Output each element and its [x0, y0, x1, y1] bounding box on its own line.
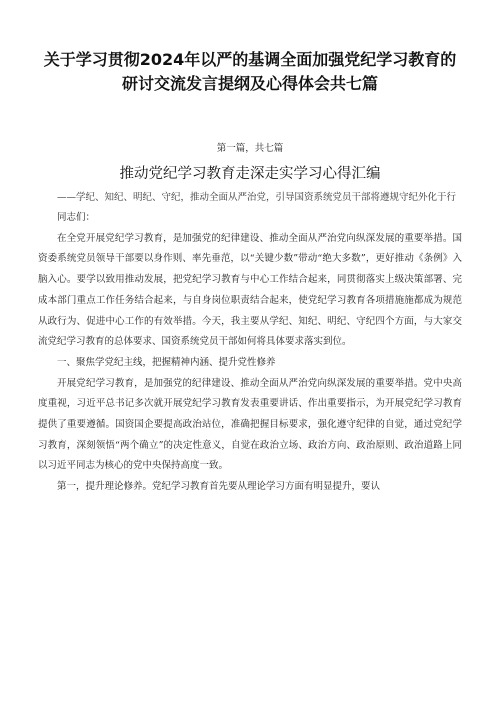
article-body [38, 208, 462, 498]
article-title: 推动党纪学习教育走深走实学习心得汇编 [119, 166, 381, 182]
section-heading: 一、聚焦学党纪主线，把握精神内涵、提升党性修养 [57, 356, 276, 368]
section-label: 第一篇，共七篇 [216, 143, 284, 154]
body-paragraph: 第一，提升理论修养。党纪学习教育首先要从理论学习方面有明显提升，要认 [57, 481, 381, 493]
body-paragraph: 在全党开展党纪学习教育，是加强党的纪律建设、推动全面从严治党向纵深发展的重要举措。国资委系统党员领导干部要以身作则、率先垂范，以“关键少数”带动“绝大多数”，更好推动《条例》入脑入心。要学以致用推动发展，把党纪学习教育与中心工作结合起来，同贯彻落实上级决策部署、完成本部门重点工作任务结合起来，与自身岗位职责结合起来，使党纪学习教育各项措施施都成为规范从政行为、促进中心工作的有效举措。今天，我主要从学纪、知纪、明纪、守纪四个方面，与大家交流党纪学习教育的总体要求、国资系统党员干部如何将具体要求落实到位。 [38, 232, 462, 348]
salutation-paragraph: 同志们： [57, 212, 96, 223]
document-title: 关于学习贯彻2024年以严的基调全面加强党纪学习教育的研讨交流发言提纲及心得体会共七篇 [43, 50, 457, 93]
article-subtitle: ——学纪、知纪、明纪、守纪，推动全面从严治党，引导国资系统党员干部将遵规守纪外化于行 [57, 192, 457, 203]
body-paragraph: 开展党纪学习教育，是加强党的纪律建设、推动全面从严治党向纵深发展的重要举措。党中央高度重视，习近平总书记多次就开展党纪学习教育发表重要讲话、作出重要指示，为开展党纪学习教育提供了重要遵循。国资国企要提高政治站位，准确把握目标要求，强化遵守纪律的自觉，通过党纪学习教育，深刻领悟“两个确立”的决定性意义，自觉在政治立场、政治方向、政治原则、政治道路上同以习近平同志为核心的党中央保持高度一致。 [38, 377, 462, 472]
